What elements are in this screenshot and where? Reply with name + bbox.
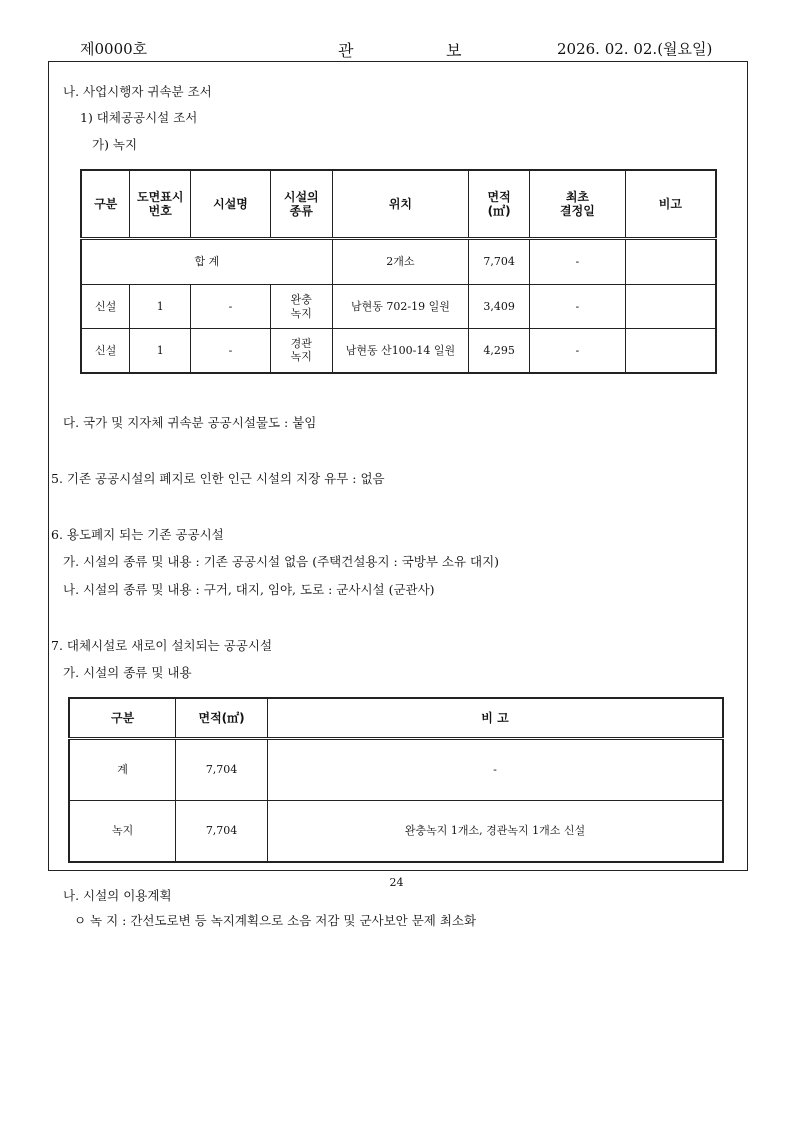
cell-note: - — [267, 739, 723, 801]
col-header — [130, 170, 191, 239]
cell-area: 4,295 — [469, 329, 530, 373]
cell-location: 남현동 702-19 일원 — [332, 285, 469, 329]
col-header: 시설의 종류 — [270, 170, 332, 239]
section-7-heading: 7. 대체시설로 새로이 설치되는 공공시설 — [51, 638, 273, 653]
gazette-title-2: 보 — [446, 41, 462, 60]
gazette-title-1: 관 — [338, 41, 354, 60]
cell-date: - — [530, 329, 626, 373]
section-7-item-ga: 가. 시설의 종류 및 내용 — [63, 665, 192, 680]
col-header: 비 고 — [267, 698, 723, 739]
issue-number: 제0000호 — [80, 40, 148, 58]
cell-num: 1 — [130, 329, 191, 373]
cell-area: 7,704 — [176, 739, 268, 801]
cell-name: - — [191, 285, 271, 329]
cell-note: 완충녹지 1개소, 경관녹지 1개소 신설 — [267, 801, 723, 863]
col-header: 비고 — [625, 170, 716, 239]
cell-kind: 경관 녹지 — [270, 329, 332, 373]
section-na-heading: 나. 사업시행자 귀속분 조서 — [63, 84, 212, 99]
section-5: 5. 기존 공공시설의 폐지로 인한 인근 시설의 지장 유무 : 없음 — [51, 471, 385, 486]
new-facility-table — [68, 697, 724, 863]
table-header-row — [81, 170, 716, 239]
cell-type: 녹지 — [69, 801, 176, 863]
total-date: - — [530, 239, 626, 285]
total-note — [625, 239, 716, 285]
section-da: 다. 국가 및 지자체 귀속분 공공시설물도 : 붙임 — [63, 415, 317, 430]
col-header: 시설명 — [191, 170, 271, 239]
cell-area: 3,409 — [469, 285, 530, 329]
cell-type: 신설 — [81, 329, 130, 373]
section-na-sub1: 1) 대체공공시설 조서 — [80, 110, 198, 125]
table-row — [81, 329, 716, 373]
col-header: 면적(㎡) — [176, 698, 268, 739]
cell-area: 7,704 — [176, 801, 268, 863]
issue-date: 2026. 02. 02.(월요일) — [557, 40, 713, 58]
page-number: 24 — [389, 876, 404, 889]
col-header: 면적 (㎡) — [469, 170, 530, 239]
col-header-line: 도면표시 번호 — [137, 189, 184, 218]
section-6-item-na: 나. 시설의 종류 및 내용 : 구거, 대지, 임야, 도로 : 군사시설 (군관사) — [63, 582, 435, 597]
cell-note — [625, 329, 716, 373]
cell-type: 계 — [69, 739, 176, 801]
section-6-item-ga: 가. 시설의 종류 및 내용 : 기존 공공시설 없음 (주택건설용지 : 국방부 소유 대지) — [63, 554, 500, 569]
table-row — [81, 285, 716, 329]
col-header: 구분 — [69, 698, 176, 739]
cell-kind: 완충 녹지 — [270, 285, 332, 329]
total-location: 2개소 — [332, 239, 469, 285]
col-header: 최초 결정일 — [530, 170, 626, 239]
total-row — [81, 239, 716, 285]
section-7-item-na: 나. 시설의 이용계획 — [63, 888, 172, 903]
cell-date: - — [530, 285, 626, 329]
section-6-heading: 6. 용도폐지 되는 기존 공공시설 — [51, 527, 224, 542]
table-row — [69, 739, 723, 801]
table-header-row — [69, 698, 723, 739]
cell-location: 남현동 산100-14 일원 — [332, 329, 469, 373]
cell-type: 신설 — [81, 285, 130, 329]
cell-name: - — [191, 329, 271, 373]
col-header: 위치 — [332, 170, 469, 239]
table-row — [69, 801, 723, 863]
total-label: 합 계 — [81, 239, 332, 285]
cell-note — [625, 285, 716, 329]
section-na-sub2: 가) 녹지 — [92, 137, 138, 152]
usage-plan: ㅇ 녹 지 : 간선도로변 등 녹지계획으로 소음 저감 및 군사보안 문제 최소화 — [74, 913, 477, 928]
col-header: 구분 — [81, 170, 130, 239]
green-space-table — [80, 169, 717, 374]
cell-num: 1 — [130, 285, 191, 329]
total-area: 7,704 — [469, 239, 530, 285]
